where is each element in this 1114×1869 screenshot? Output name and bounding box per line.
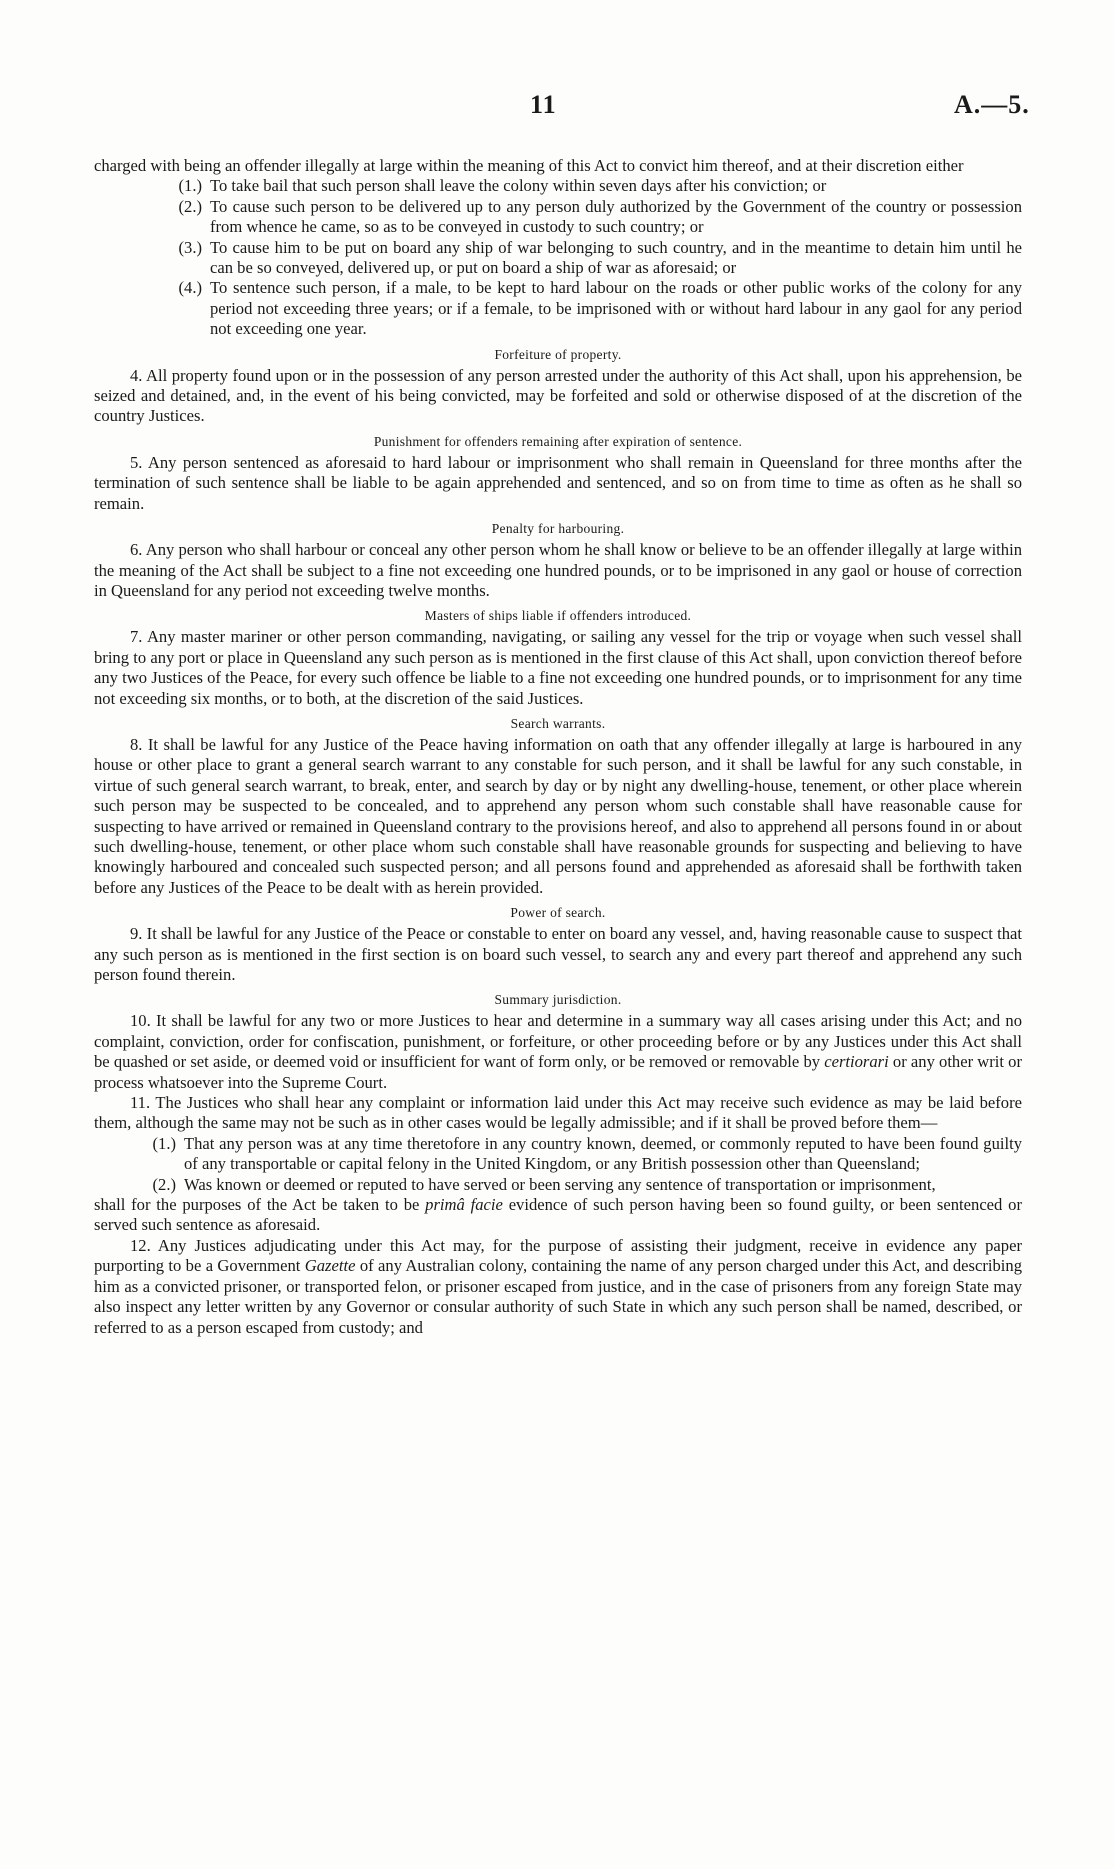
clause3-item-3 (94, 238, 1022, 279)
marginal-note-search-warrants: Search warrants. (510, 715, 606, 731)
section-12-text-b: of any Australian colony, containing the name of any person charged under this Act, and describing him as a convicted prisoner, or transported felon, or prisoner escaped from justice, and in the case of prisoners from any foreign State may also inspect any letter written by any Governor or consular authority of such State in which any such person shall be named, described, or referred to as a person escaped from custody; and (94, 1256, 1023, 1337)
clause3-item-2 (94, 197, 1022, 238)
marginal-note-forfeiture: Forfeiture of property. (494, 346, 622, 362)
clause3-item-1 (94, 176, 1022, 196)
section-12-italic: Gazette (304, 1256, 356, 1276)
section-10 (94, 1011, 1022, 1093)
page-header (0, 90, 1114, 124)
page-number: 11 (530, 90, 557, 119)
section-11-tail-b: evidence of such person having been so found guilty, or been sentenced or served such sentence as aforesaid. (94, 1195, 1022, 1235)
opening-paragraph: charged with being an offender illegally at large within the meaning of this Act to convict him thereof, and at their discretion either (94, 156, 964, 175)
item-number: (1.) (178, 176, 202, 196)
item-text: To take bail that such person shall leave the colony within seven days after his conviction; or (210, 176, 827, 196)
section-7: 7. Any master mariner or other person commanding, navigating, or sailing any vessel for the trip or voyage when such vessel shall bring to any port or place in Queensland any such person as is mentioned in the first clause of this Act shall, upon conviction thereof before any two Justices of the Peace, for every such offence be liable to a fine not exceeding one hundred pounds, or to imprisonment for any time not exceeding six months, or to both, at the discretion of the said Justices. (94, 627, 1022, 708)
section-12 (94, 1236, 1022, 1338)
item-text: That any person was at any time theretofore in any country known, deemed, or commonly reputed to have been found guilty of any transportable or capital felony in the United Kingdom, or any British possession other than Queensland; (184, 1133, 1022, 1174)
marginal-note-summary-jurisdiction: Summary jurisdiction. (494, 992, 622, 1008)
item-number: (2.) (152, 1174, 176, 1194)
document-body (94, 156, 1022, 1338)
section-10-italic: certiorari (824, 1052, 889, 1072)
clause3-item-4 (94, 278, 1022, 339)
marginal-note-harbouring: Penalty for harbouring. (491, 521, 625, 537)
section-11-italic: primâ facie (425, 1195, 503, 1215)
section-4: 4. All property found upon or in the possession of any person arrested under the authority of this Act shall, upon his apprehension, be seized and detained, and, in the event of his being convicted, may be forfeited and sold or otherwise disposed of at the discretion of the country Justices. (94, 365, 1022, 426)
item-text: To cause him to be put on board any ship of war belonging to such country, and in the meantime to detain him until he can be so conveyed, delivered up, or put on board a ship of war as aforesaid; or (210, 237, 1022, 278)
section-12-text-a: 12. Any Justices adjudicating under this Act may, for the purpose of assisting their judgment, receive in evidence any paper purporting to be a Government (94, 1235, 1022, 1276)
section-6: 6. Any person who shall harbour or conceal any other person whom he shall know or believe to be an offender illegally at large within the meaning of the Act shall be subject to a fine not exceeding one hundred pounds, or to be imprisoned in any gaol or house of correction in Queensland for any period not exceeding twelve months. (94, 540, 1022, 600)
section-11: 11. The Justices who shall hear any complaint or information laid under this Act may receive such evidence as may be laid before them, although the same may not be such as in other cases would be legally admissible; and if it shall be proved before them— (94, 1093, 1022, 1133)
document-reference: A.—5. (954, 90, 1030, 119)
item-number: (4.) (178, 278, 202, 298)
section-11-tail-a: shall for the purposes of the Act be taken to be (94, 1195, 420, 1215)
item-text: To sentence such person, if a male, to be kept to hard labour on the roads or other public works of the colony for any period not exceeding three years; or if a female, to be imprisoned with or without hard labour in any gaol for any period not exceeding one year. (210, 278, 1022, 339)
section-9: 9. It shall be lawful for any Justice of the Peace or constable to enter on board any vessel, and, having reasonable cause to suspect that any such person as is mentioned in the first section is on board such vessel, to search any and every part thereof and apprehend any such person found therein. (94, 924, 1022, 984)
section-10-text-b: or any other writ or process whatsoever into the Supreme Court. (94, 1052, 1023, 1092)
section-8: 8. It shall be lawful for any Justice of the Peace having information on oath that any offender illegally at large is harboured in any house or other place to grant a general search warrant to any constable for such person, and it shall be lawful for any such constable, in virtue of such general search warrant, to break, enter, and search by day or by night any dwelling-house, tenement, or other place wherein such person may be suspected to be concealed, and to apprehend any person whom such constable shall have reasonable cause for suspecting to have arrived or remained in Queensland contrary to the provisions hereof, and also to apprehend all persons found in or about such dwelling-house, tenement, or other place whom such constable shall have reasonable grounds for suspecting and believing to have knowingly harboured and concealed such suspected person; and all persons found and apprehended as aforesaid shall be forthwith taken before any Justices of the Peace to be dealt with as herein provided. (94, 734, 1022, 897)
section-10-text-a: 10. It shall be lawful for any two or more Justices to hear and determine in a summary way all cases arising under this Act; and no complaint, conviction, order for confiscation, punishment, or forfeiture, or other proceeding before or by any Justices under this Act shall be quashed or set aside, or deemed void or insufficient for want of form only, or be removed or removable by (94, 1011, 1022, 1072)
marginal-note-masters: Masters of ships liable if offenders introduced. (424, 608, 692, 624)
marginal-note-power-of-search: Power of search. (510, 905, 606, 921)
section-11-item-2 (94, 1175, 1022, 1195)
item-text: To cause such person to be delivered up to any person duly authorized by the Government of the country or possession from whence he came, so as to be conveyed in custody to such country; or (210, 196, 1022, 237)
item-number: (1.) (152, 1133, 176, 1153)
marginal-note-punishment: Punishment for offenders remaining after expiration of sentence. (373, 433, 743, 449)
section-11-item-1 (94, 1134, 1022, 1175)
section-11-tail (94, 1195, 1022, 1236)
item-number: (3.) (178, 237, 202, 257)
item-number: (2.) (178, 196, 202, 216)
section-5: 5. Any person sentenced as aforesaid to hard labour or imprisonment who shall remain in Queensland for three months after the termination of such sentence shall be liable to be again apprehended and sentenced, and so on from time to time as often as he shall so remain. (94, 452, 1022, 513)
item-text: Was known or deemed or reputed to have served or been serving any sentence of transportation or imprisonment, (184, 1174, 936, 1194)
